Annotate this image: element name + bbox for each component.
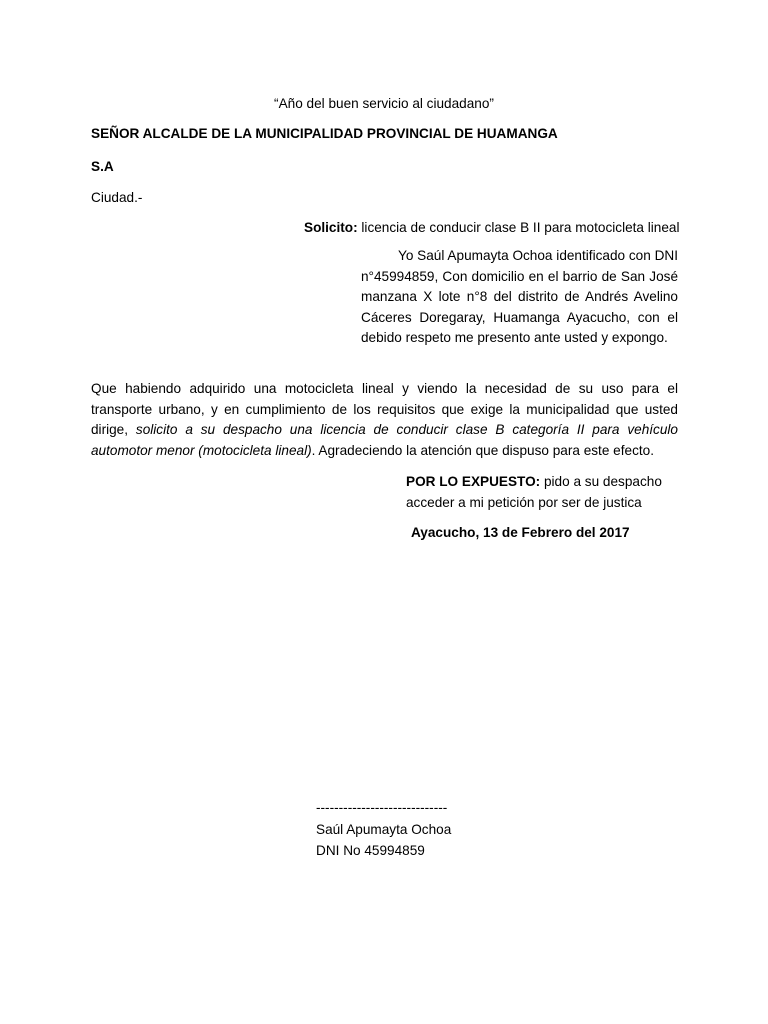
letter-subject [304,218,680,239]
letter-recipient-suffix: S.A [91,159,114,174]
letter-body-paragraph [91,379,678,461]
letter-city: Ciudad.- [91,190,143,205]
signature-line: ----------------------------- [316,800,448,815]
body-text-part-2: . Agradeciendo la atención que dispuso para este efecto. [311,442,654,458]
closing-text: pido a su despacho acceder a mi petición por ser de justica [406,474,662,510]
subject-text: licencia de conducir clase B II para motocicleta lineal [357,220,680,235]
letter-recipient: SEÑOR ALCALDE DE LA MUNICIPALIDAD PROVINCIAL DE HUAMANGA [91,126,558,141]
subject-label: Solicito: [304,220,358,235]
letter-motto: “Año del buen servicio al ciudadano” [274,96,494,111]
closing-label: POR LO EXPUESTO: [406,474,541,489]
signature-name: Saúl Apumayta Ochoa [316,822,452,837]
letter-closing [406,472,666,513]
intro-text: Yo Saúl Apumayta Ochoa identificado con DNI n°45994859, Con domicilio en el barrio de San José manzana X lote n°8 del distrito de Andrés Avelino Cáceres Doregaray, Huamanga Ayacucho, con el debido respeto me presento ante usted y expongo. [361,248,678,345]
body-text-part-1: Que habiendo adquirido una motocicleta lineal y viendo la necesidad de su uso para el transporte urbano, y en cumplimiento de los requisitos que exige la municipalidad que usted dirige, [91,381,678,437]
body-text-request: solicito a su despacho una licencia de conducir clase B categoría II para vehículo automotor menor (motocicleta lineal) [91,422,678,458]
signature-dni: DNI No 45994859 [316,843,425,858]
letter-date: Ayacucho, 13 de Febrero del 2017 [411,525,630,540]
letter-intro-paragraph [361,246,678,349]
